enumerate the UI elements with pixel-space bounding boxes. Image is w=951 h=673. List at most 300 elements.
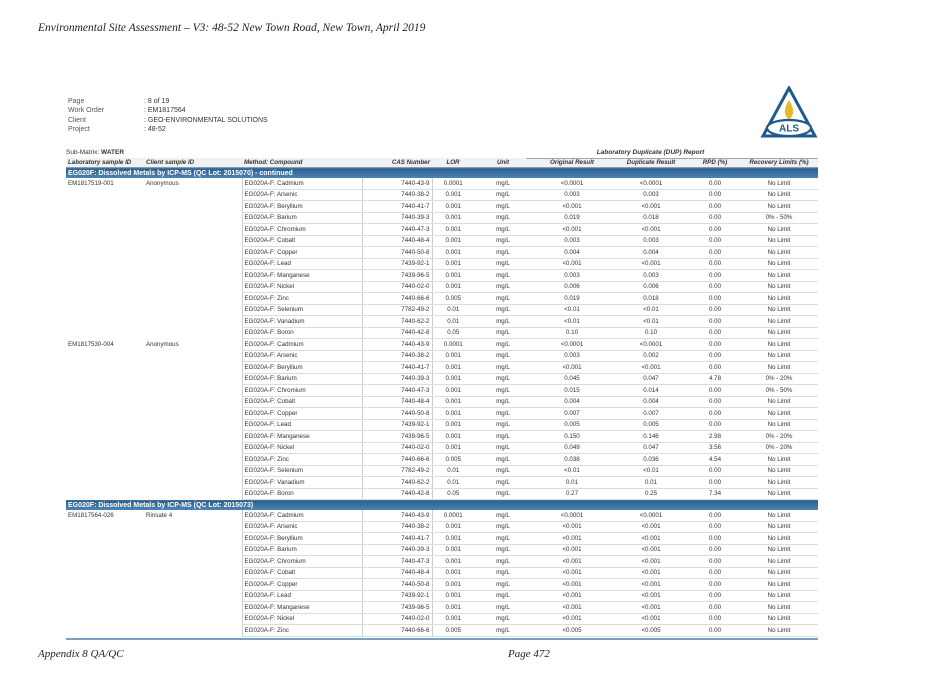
original-result: 0.003 bbox=[532, 235, 612, 247]
cas-number: 7440-47-3 bbox=[362, 556, 432, 568]
recovery-limits: No Limit bbox=[740, 567, 818, 579]
table-row bbox=[66, 396, 818, 408]
recovery-limits: No Limit bbox=[740, 189, 818, 201]
original-result: <0.001 bbox=[532, 224, 612, 236]
original-result: <0.01 bbox=[532, 465, 612, 477]
table-row bbox=[66, 544, 818, 556]
client-sample-id bbox=[144, 201, 242, 213]
unit: mg/L bbox=[474, 235, 532, 247]
lab-sample-id bbox=[66, 556, 144, 568]
meta-row-page bbox=[68, 97, 268, 106]
column-header: Duplicate Result bbox=[612, 158, 690, 168]
recovery-limits: No Limit bbox=[740, 454, 818, 466]
unit: mg/L bbox=[474, 579, 532, 591]
unit: mg/L bbox=[474, 385, 532, 397]
rpd-value: 0.00 bbox=[690, 408, 740, 420]
recovery-limits: No Limit bbox=[740, 488, 818, 500]
meta-row-work-order bbox=[68, 106, 268, 115]
recovery-limits: No Limit bbox=[740, 419, 818, 431]
meta-label: Client bbox=[68, 116, 86, 124]
section-header-row bbox=[66, 168, 818, 179]
duplicate-result: 0.002 bbox=[612, 350, 690, 362]
lor-value: 0.001 bbox=[432, 212, 474, 224]
lab-sample-id bbox=[66, 477, 144, 489]
cas-number: 7440-66-6 bbox=[362, 454, 432, 466]
lor-value: 0.001 bbox=[432, 613, 474, 625]
recovery-limits: No Limit bbox=[740, 521, 818, 533]
rpd-value: 0.00 bbox=[690, 224, 740, 236]
original-result: 0.004 bbox=[532, 396, 612, 408]
original-result: 0.019 bbox=[532, 212, 612, 224]
table-row bbox=[66, 625, 818, 637]
cas-number: 7440-02-0 bbox=[362, 281, 432, 293]
lor-value: 0.001 bbox=[432, 247, 474, 259]
cas-number: 7440-02-0 bbox=[362, 442, 432, 454]
lab-sample-id bbox=[66, 201, 144, 213]
client-sample-id bbox=[144, 408, 242, 420]
duplicate-result: <0.001 bbox=[612, 201, 690, 213]
original-result: 0.01 bbox=[532, 477, 612, 489]
duplicate-result: 0.10 bbox=[612, 327, 690, 339]
lab-sample-id bbox=[66, 454, 144, 466]
table-row bbox=[66, 533, 818, 545]
document-header: Environmental Site Assessment – V3: 48-52 New Town Road, New Town, April 2019 bbox=[38, 22, 426, 34]
table-row bbox=[66, 247, 818, 259]
table-row bbox=[66, 327, 818, 339]
lab-sample-id bbox=[66, 258, 144, 270]
cas-number: 7440-50-8 bbox=[362, 408, 432, 420]
lor-value: 0.001 bbox=[432, 419, 474, 431]
duplicate-result: <0.001 bbox=[612, 533, 690, 545]
cas-number: 7440-42-8 bbox=[362, 488, 432, 500]
duplicate-result: 0.018 bbox=[612, 212, 690, 224]
cas-number: 7782-49-2 bbox=[362, 304, 432, 316]
method-compound: EG020A-F: Beryllium bbox=[242, 362, 362, 374]
duplicate-result: 0.018 bbox=[612, 293, 690, 305]
section-header-row bbox=[66, 500, 818, 511]
meta-value: : GEO-ENVIRONMENTAL SOLUTIONS bbox=[144, 116, 268, 124]
client-sample-id bbox=[144, 488, 242, 500]
duplicate-result: <0.01 bbox=[612, 465, 690, 477]
cas-number: 7440-43-9 bbox=[362, 510, 432, 521]
lab-sample-id bbox=[66, 590, 144, 602]
unit: mg/L bbox=[474, 408, 532, 420]
lor-value: 0.001 bbox=[432, 201, 474, 213]
table-row bbox=[66, 362, 818, 374]
lab-sample-id bbox=[66, 281, 144, 293]
cas-number: 7439-92-1 bbox=[362, 258, 432, 270]
cas-number: 7440-38-2 bbox=[362, 350, 432, 362]
lab-sample-id bbox=[66, 533, 144, 545]
method-compound: EG020A-F: Cobalt bbox=[242, 567, 362, 579]
original-result: 0.27 bbox=[532, 488, 612, 500]
method-compound: EG020A-F: Zinc bbox=[242, 625, 362, 637]
method-compound: EG020A-F: Zinc bbox=[242, 293, 362, 305]
original-result: 0.150 bbox=[532, 431, 612, 443]
rpd-value: 0.00 bbox=[690, 556, 740, 568]
lab-sample-id bbox=[66, 408, 144, 420]
cas-number: 7439-96-5 bbox=[362, 602, 432, 614]
lab-sample-id bbox=[66, 442, 144, 454]
duplicate-result: <0.001 bbox=[612, 544, 690, 556]
lor-value: 0.01 bbox=[432, 477, 474, 489]
duplicate-result: <0.0001 bbox=[612, 339, 690, 351]
unit: mg/L bbox=[474, 544, 532, 556]
recovery-limits: No Limit bbox=[740, 327, 818, 339]
lor-value: 0.0001 bbox=[432, 510, 474, 521]
original-result: 0.004 bbox=[532, 247, 612, 259]
original-result: <0.001 bbox=[532, 567, 612, 579]
recovery-limits: No Limit bbox=[740, 235, 818, 247]
table-row bbox=[66, 316, 818, 328]
recovery-limits: No Limit bbox=[740, 281, 818, 293]
rpd-value: 0.00 bbox=[690, 613, 740, 625]
recovery-limits: No Limit bbox=[740, 258, 818, 270]
unit: mg/L bbox=[474, 212, 532, 224]
lor-value: 0.001 bbox=[432, 258, 474, 270]
method-compound: EG020A-F: Vanadium bbox=[242, 316, 362, 328]
client-sample-id bbox=[144, 533, 242, 545]
client-sample-id bbox=[144, 419, 242, 431]
method-compound: EG020A-F: Beryllium bbox=[242, 533, 362, 545]
duplicate-result: 0.003 bbox=[612, 270, 690, 282]
method-compound: EG020A-F: Copper bbox=[242, 408, 362, 420]
lab-sample-id: EM1817519-001 bbox=[68, 180, 114, 187]
client-sample-id bbox=[144, 293, 242, 305]
method-compound: EG020A-F: Beryllium bbox=[242, 201, 362, 213]
lor-value: 0.0001 bbox=[432, 178, 474, 189]
section-title: EG020F: Dissolved Metals by ICP-MS (QC Lot: 2015073) bbox=[66, 500, 818, 511]
original-result: <0.001 bbox=[532, 521, 612, 533]
unit: mg/L bbox=[474, 602, 532, 614]
method-compound: EG020A-F: Barium bbox=[242, 373, 362, 385]
method-compound: EG020A-F: Cobalt bbox=[242, 235, 362, 247]
cas-number: 7440-39-3 bbox=[362, 373, 432, 385]
table-row bbox=[66, 510, 818, 521]
table-row bbox=[66, 304, 818, 316]
original-result: 0.005 bbox=[532, 419, 612, 431]
duplicate-result: <0.001 bbox=[612, 362, 690, 374]
original-result: <0.001 bbox=[532, 613, 612, 625]
original-result: 0.045 bbox=[532, 373, 612, 385]
client-sample-id bbox=[144, 590, 242, 602]
table-body bbox=[66, 168, 818, 637]
recovery-limits: No Limit bbox=[740, 408, 818, 420]
client-sample-id bbox=[144, 579, 242, 591]
rpd-value: 0.00 bbox=[690, 419, 740, 431]
unit: mg/L bbox=[474, 327, 532, 339]
unit: mg/L bbox=[474, 533, 532, 545]
rpd-value: 0.00 bbox=[690, 189, 740, 201]
cas-number: 7440-48-4 bbox=[362, 235, 432, 247]
recovery-limits: No Limit bbox=[740, 224, 818, 236]
method-compound: EG020A-F: Lead bbox=[242, 258, 362, 270]
unit: mg/L bbox=[474, 189, 532, 201]
duplicate-result: <0.001 bbox=[612, 579, 690, 591]
original-result: <0.001 bbox=[532, 201, 612, 213]
lor-value: 0.001 bbox=[432, 224, 474, 236]
lab-sample-id bbox=[66, 304, 144, 316]
duplicate-result: 0.25 bbox=[612, 488, 690, 500]
lab-sample-id bbox=[66, 488, 144, 500]
table-row bbox=[66, 602, 818, 614]
recovery-limits: 0% - 50% bbox=[740, 212, 818, 224]
duplicate-result: <0.001 bbox=[612, 556, 690, 568]
duplicate-result: 0.003 bbox=[612, 189, 690, 201]
unit: mg/L bbox=[474, 178, 532, 189]
method-compound: EG020A-F: Barium bbox=[242, 212, 362, 224]
cas-number: 7440-48-4 bbox=[362, 396, 432, 408]
lor-value: 0.001 bbox=[432, 235, 474, 247]
lab-sample-id bbox=[66, 419, 144, 431]
rpd-value: 0.00 bbox=[690, 362, 740, 374]
cas-number: 7440-39-3 bbox=[362, 212, 432, 224]
unit: mg/L bbox=[474, 477, 532, 489]
table-row bbox=[66, 408, 818, 420]
method-compound: EG020A-F: Zinc bbox=[242, 454, 362, 466]
cas-number: 7440-62-2 bbox=[362, 477, 432, 489]
method-compound: EG020A-F: Cadmium bbox=[242, 178, 362, 189]
rpd-value: 4.54 bbox=[690, 454, 740, 466]
original-result: 0.006 bbox=[532, 281, 612, 293]
table-bottom-rule bbox=[66, 638, 818, 640]
recovery-limits: No Limit bbox=[740, 590, 818, 602]
duplicate-report bbox=[66, 148, 818, 640]
lor-value: 0.005 bbox=[432, 454, 474, 466]
duplicate-result: 0.007 bbox=[612, 408, 690, 420]
rpd-value: 0.00 bbox=[690, 602, 740, 614]
original-result: <0.0001 bbox=[532, 339, 612, 351]
table-header-row bbox=[66, 158, 818, 168]
original-result: 0.003 bbox=[532, 270, 612, 282]
table-row bbox=[66, 488, 818, 500]
unit: mg/L bbox=[474, 339, 532, 351]
original-result: 0.003 bbox=[532, 350, 612, 362]
rpd-value: 0.00 bbox=[690, 579, 740, 591]
client-sample-id: Anonymous bbox=[146, 340, 179, 348]
client-sample-id bbox=[144, 625, 242, 637]
duplicate-result: <0.01 bbox=[612, 304, 690, 316]
table-row bbox=[66, 350, 818, 362]
report-top-bar bbox=[66, 148, 818, 158]
client-sample-id bbox=[144, 613, 242, 625]
client-sample-id bbox=[144, 373, 242, 385]
table-row bbox=[66, 178, 818, 189]
rpd-value: 0.00 bbox=[690, 281, 740, 293]
method-compound: EG020A-F: Copper bbox=[242, 247, 362, 259]
recovery-limits: No Limit bbox=[740, 477, 818, 489]
cas-number: 7440-38-2 bbox=[362, 189, 432, 201]
duplicate-result: 0.005 bbox=[612, 419, 690, 431]
recovery-limits: No Limit bbox=[740, 625, 818, 637]
table-row bbox=[66, 212, 818, 224]
table-row bbox=[66, 477, 818, 489]
method-compound: EG020A-F: Manganese bbox=[242, 270, 362, 282]
rpd-value: 0.00 bbox=[690, 270, 740, 282]
meta-value: : EM1817564 bbox=[144, 107, 186, 115]
original-result: 0.003 bbox=[532, 189, 612, 201]
lor-value: 0.001 bbox=[432, 567, 474, 579]
unit: mg/L bbox=[474, 362, 532, 374]
original-result: 0.015 bbox=[532, 385, 612, 397]
recovery-limits: No Limit bbox=[740, 602, 818, 614]
rpd-value: 0.00 bbox=[690, 544, 740, 556]
client-sample-id bbox=[144, 477, 242, 489]
rpd-value: 0.00 bbox=[690, 350, 740, 362]
lor-value: 0.01 bbox=[432, 304, 474, 316]
rpd-value: 0.00 bbox=[690, 327, 740, 339]
lor-value: 0.001 bbox=[432, 385, 474, 397]
unit: mg/L bbox=[474, 316, 532, 328]
recovery-limits: No Limit bbox=[740, 465, 818, 477]
lab-sample-id bbox=[66, 224, 144, 236]
lab-sample-id: EM1817564-026 bbox=[68, 512, 114, 519]
lor-value: 0.005 bbox=[432, 293, 474, 305]
recovery-limits: 0% - 20% bbox=[740, 442, 818, 454]
table-row bbox=[66, 385, 818, 397]
unit: mg/L bbox=[474, 224, 532, 236]
duplicate-result: <0.0001 bbox=[612, 178, 690, 189]
client-sample-id bbox=[144, 258, 242, 270]
lor-value: 0.001 bbox=[432, 189, 474, 201]
cas-number: 7440-66-6 bbox=[362, 293, 432, 305]
rpd-value: 0.00 bbox=[690, 316, 740, 328]
recovery-limits: No Limit bbox=[740, 510, 818, 521]
recovery-limits: No Limit bbox=[740, 339, 818, 351]
original-result: <0.001 bbox=[532, 533, 612, 545]
recovery-limits: No Limit bbox=[740, 201, 818, 213]
method-compound: EG020A-F: Arsenic bbox=[242, 521, 362, 533]
rpd-value: 7.34 bbox=[690, 488, 740, 500]
meta-label: Project bbox=[68, 125, 90, 133]
unit: mg/L bbox=[474, 270, 532, 282]
duplicate-result: <0.001 bbox=[612, 224, 690, 236]
client-sample-id bbox=[144, 189, 242, 201]
rpd-value: 4.78 bbox=[690, 373, 740, 385]
lor-value: 0.01 bbox=[432, 465, 474, 477]
method-compound: EG020A-F: Chromium bbox=[242, 385, 362, 397]
table-row bbox=[66, 567, 818, 579]
rpd-value: 0.00 bbox=[690, 385, 740, 397]
table-row bbox=[66, 293, 818, 305]
lor-value: 0.001 bbox=[432, 281, 474, 293]
cas-number: 7440-66-6 bbox=[362, 625, 432, 637]
cas-number: 7440-50-8 bbox=[362, 579, 432, 591]
rpd-value: 0.00 bbox=[690, 293, 740, 305]
lor-value: 0.001 bbox=[432, 270, 474, 282]
client-sample-id bbox=[144, 454, 242, 466]
rpd-value: 0.00 bbox=[690, 510, 740, 521]
rpd-value: 0.00 bbox=[690, 339, 740, 351]
table-row bbox=[66, 235, 818, 247]
method-compound: EG020A-F: Nickel bbox=[242, 442, 362, 454]
column-header: Client sample ID bbox=[144, 158, 242, 168]
table-row bbox=[66, 224, 818, 236]
lor-value: 0.001 bbox=[432, 396, 474, 408]
lab-sample-id bbox=[66, 270, 144, 282]
lab-sample-id bbox=[66, 247, 144, 259]
duplicate-result: 0.004 bbox=[612, 247, 690, 259]
original-result: <0.001 bbox=[532, 544, 612, 556]
duplicate-result: <0.001 bbox=[612, 521, 690, 533]
client-sample-id bbox=[144, 212, 242, 224]
unit: mg/L bbox=[474, 590, 532, 602]
method-compound: EG020A-F: Selenium bbox=[242, 465, 362, 477]
column-header: Method: Compound bbox=[242, 158, 362, 168]
table-row bbox=[66, 556, 818, 568]
client-sample-id bbox=[144, 362, 242, 374]
cas-number: 7440-42-8 bbox=[362, 327, 432, 339]
method-compound: EG020A-F: Boron bbox=[242, 488, 362, 500]
duplicate-result: <0.001 bbox=[612, 613, 690, 625]
duplicate-result: 0.047 bbox=[612, 442, 690, 454]
recovery-limits: No Limit bbox=[740, 350, 818, 362]
method-compound: EG020A-F: Selenium bbox=[242, 304, 362, 316]
lab-sample-id bbox=[66, 235, 144, 247]
rpd-value: 0.00 bbox=[690, 235, 740, 247]
lab-sample-id bbox=[66, 189, 144, 201]
cas-number: 7440-43-9 bbox=[362, 339, 432, 351]
lab-sample-id bbox=[66, 396, 144, 408]
recovery-limits: No Limit bbox=[740, 396, 818, 408]
als-logo bbox=[760, 86, 818, 140]
rpd-value: 0.00 bbox=[690, 247, 740, 259]
cas-number: 7440-39-3 bbox=[362, 544, 432, 556]
method-compound: EG020A-F: Manganese bbox=[242, 431, 362, 443]
lor-value: 0.001 bbox=[432, 431, 474, 443]
table-row bbox=[66, 442, 818, 454]
client-sample-id bbox=[144, 270, 242, 282]
recovery-limits: 0% - 20% bbox=[740, 431, 818, 443]
recovery-limits: No Limit bbox=[740, 533, 818, 545]
client-sample-id bbox=[144, 247, 242, 259]
column-header: CAS Number bbox=[362, 158, 432, 168]
recovery-limits: No Limit bbox=[740, 178, 818, 189]
meta-row-project bbox=[68, 125, 268, 134]
method-compound: EG020A-F: Nickel bbox=[242, 281, 362, 293]
lor-value: 0.001 bbox=[432, 373, 474, 385]
unit: mg/L bbox=[474, 293, 532, 305]
original-result: <0.0001 bbox=[532, 178, 612, 189]
cas-number: 7440-62-2 bbox=[362, 316, 432, 328]
original-result: <0.01 bbox=[532, 304, 612, 316]
duplicate-result: 0.036 bbox=[612, 454, 690, 466]
duplicate-result: <0.0001 bbox=[612, 510, 690, 521]
method-compound: EG020A-F: Lead bbox=[242, 419, 362, 431]
recovery-limits: 0% - 50% bbox=[740, 385, 818, 397]
method-compound: EG020A-F: Boron bbox=[242, 327, 362, 339]
method-compound: EG020A-F: Vanadium bbox=[242, 477, 362, 489]
duplicate-result: <0.001 bbox=[612, 602, 690, 614]
table-row bbox=[66, 431, 818, 443]
lab-sample-id bbox=[66, 212, 144, 224]
original-result: <0.001 bbox=[532, 590, 612, 602]
duplicate-result: 0.146 bbox=[612, 431, 690, 443]
duplicate-table bbox=[66, 158, 818, 637]
unit: mg/L bbox=[474, 567, 532, 579]
unit: mg/L bbox=[474, 373, 532, 385]
lab-sample-id: EM1817530-004 bbox=[68, 340, 114, 348]
unit: mg/L bbox=[474, 613, 532, 625]
cas-number: 7440-50-8 bbox=[362, 247, 432, 259]
lor-value: 0.001 bbox=[432, 579, 474, 591]
method-compound: EG020A-F: Copper bbox=[242, 579, 362, 591]
table-row bbox=[66, 579, 818, 591]
table-row bbox=[66, 339, 818, 351]
rpd-value: 0.00 bbox=[690, 201, 740, 213]
client-sample-id bbox=[144, 521, 242, 533]
lor-value: 0.001 bbox=[432, 350, 474, 362]
